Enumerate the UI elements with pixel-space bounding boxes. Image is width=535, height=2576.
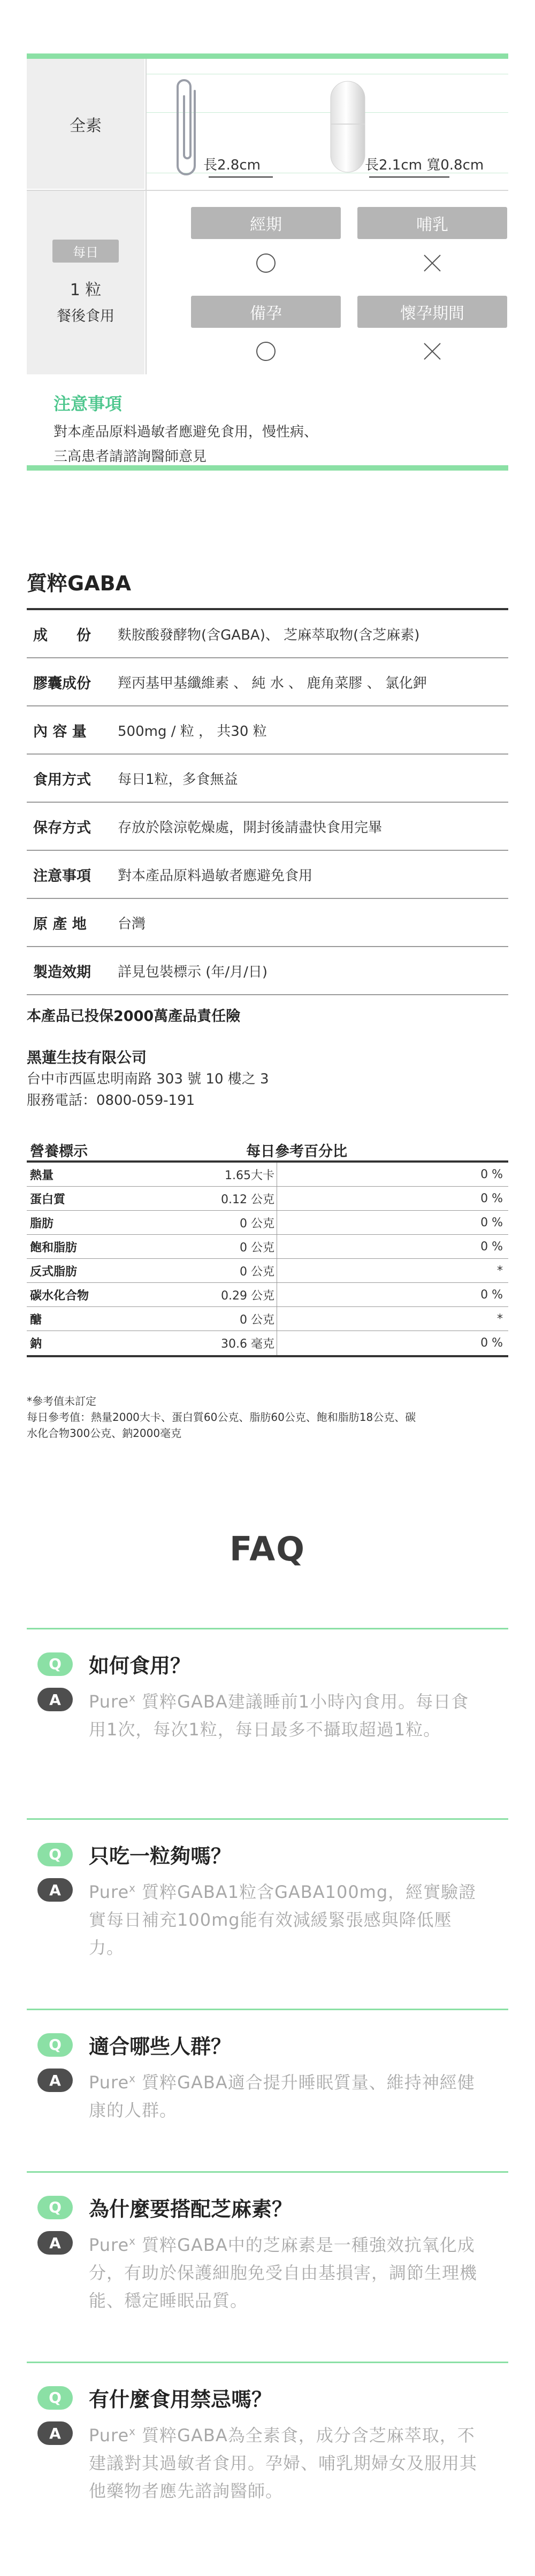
nutrition-row: [27, 1259, 508, 1283]
nutrient-amount: 0 公克: [187, 1307, 277, 1331]
nutrition-row: [27, 1283, 508, 1307]
answer-body: 質粹GABA建議睡前1小時內食用。每日食用1次，每次1粒，每日最多不攝取超過1粒。: [89, 1691, 469, 1740]
nutrient-pct: 0 %: [480, 1288, 503, 1302]
nutrition-bottom-rule: [27, 1355, 508, 1357]
brand-name: Pure: [89, 2235, 129, 2255]
faq-question: [37, 2030, 231, 2059]
spec-key: 注意事項: [33, 867, 91, 885]
nutrient-name: 飽和脂肪: [30, 1241, 78, 1255]
answer-badge: A: [37, 1878, 73, 1902]
nutrition-row: [27, 1187, 508, 1211]
notes-title: 注意事項: [54, 394, 123, 414]
spec-value: 對本產品原料過敏者應避免食用: [118, 867, 313, 884]
spec-value: 500mg / 粒 ， 共30 粒: [118, 723, 267, 740]
faq-divider: [27, 2009, 508, 2010]
nutrient-amount: 0 公克: [187, 1235, 277, 1258]
answer-badge: A: [37, 2231, 73, 2255]
nutrition-row: [27, 1163, 508, 1187]
brand-sup: x: [129, 2425, 136, 2438]
insurance-text: 本產品已投保2000萬產品責任險: [27, 1008, 241, 1025]
nutrition-row: [27, 1307, 508, 1331]
answer-body: 質粹GABA中的芝麻素是一種強效抗氧化成分，有助於保護細胞免受自由基損害，調節生理機能、穩定睡眠品質。: [89, 2235, 478, 2311]
usage-grid: [27, 59, 508, 374]
dose-amount: 1 粒: [70, 280, 102, 299]
spec-row: [27, 803, 508, 851]
capsule-icon: [326, 79, 369, 175]
faq-answer: [37, 2421, 485, 2505]
breastfeeding-pill: 哺乳: [357, 207, 507, 239]
answer-body: 質粹GABA適合提升睡眠質量、維持神經健康的人群。: [89, 2072, 475, 2120]
dosage-label-cell: [27, 190, 144, 374]
question-badge: Q: [37, 2033, 73, 2057]
brand-sup: x: [129, 1691, 136, 1704]
usage-bottom-border: [27, 465, 508, 471]
brand-name: Pure: [89, 1882, 129, 1902]
spec-value: 麩胺酸發酵物(含GABA)、 芝麻萃取物(含芝麻素): [118, 627, 420, 643]
nutrient-pct: 0 %: [480, 1167, 503, 1181]
spec-row: [27, 706, 508, 755]
faq-question: [37, 1840, 231, 1869]
spec-key: 保存方式: [33, 819, 91, 836]
brand-name: Pure: [89, 1691, 129, 1712]
diet-type-label: 全素: [70, 116, 102, 135]
question-badge: Q: [37, 2196, 73, 2219]
spec-row: [27, 947, 508, 995]
nutrient-name: 醣: [30, 1313, 42, 1327]
nutrient-amount: 0 公克: [187, 1211, 277, 1234]
spec-row: [27, 899, 508, 947]
faq-question: [37, 1649, 190, 1679]
cross-icon: [422, 253, 442, 273]
nutrient-pct: 0 %: [480, 1240, 503, 1254]
nutrient-name: 蛋白質: [30, 1193, 66, 1206]
nutrient-name: 鈉: [30, 1337, 42, 1351]
cross-icon: [422, 341, 442, 362]
question-text: 為什麼要搭配芝麻素？: [89, 2197, 293, 2221]
spec-row: [27, 851, 508, 899]
company-phone: 服務電話：0800-059-191: [27, 1093, 195, 1109]
answer-text: [89, 2231, 485, 2314]
spec-value: 詳見包裝標示 (年/月/日): [118, 964, 268, 980]
footnote-line: *參考值未訂定: [27, 1395, 96, 1408]
dose-timing: 餐後食用: [57, 307, 114, 325]
footnote-line: 每日參考值：熱量2000大卡、蛋白質60公克、脂肪60公克、飽和脂肪18公克、碳: [27, 1411, 416, 1424]
question-text: 如何食用？: [89, 1654, 191, 1678]
answer-body: 質粹GABA1粒含GABA100mg，經實驗證實每日補充100mg能有效減緩緊張感與降低壓力。: [89, 1882, 477, 1958]
usage-card: [27, 53, 508, 471]
size-bar: [369, 176, 449, 178]
question-badge: Q: [37, 2386, 73, 2410]
answer-text: [89, 2069, 485, 2124]
brand-name: Pure: [89, 2072, 129, 2093]
brand-sup: x: [129, 2072, 136, 2085]
answer-text: [89, 1878, 485, 1962]
nutrient-amount: 1.65大卡: [187, 1163, 277, 1186]
insurance-note: [27, 1004, 508, 1025]
answer-text: [89, 1688, 485, 1743]
nutrition-row: [27, 1235, 508, 1259]
question-text: 適合哪些人群？: [89, 2035, 232, 2058]
nutrient-name: 反式脂肪: [30, 1265, 78, 1279]
pregnancy-prep-pill: 備孕: [191, 296, 341, 328]
paperclip-icon: [171, 75, 203, 182]
nutrient-name: 碳水化合物: [30, 1289, 89, 1303]
product-spec: [27, 567, 508, 995]
spec-key: 製造效期: [33, 964, 91, 981]
diet-type-label-cell: [27, 59, 144, 190]
answer-badge: A: [37, 2421, 73, 2445]
footnote-line: 水化合物300公克、鈉2000毫克: [27, 1427, 182, 1440]
faq-answer: [37, 1878, 485, 1962]
row-divider: [27, 190, 508, 191]
circle-icon: [256, 341, 276, 362]
faq-answer: [37, 1688, 485, 1743]
spec-value: 羥丙基甲基纖維素 、 純 水 、 鹿角菜膠 、 氯化鉀: [118, 675, 427, 691]
notes-text: [54, 420, 482, 469]
nutrient-amount: 0.12 公克: [187, 1187, 277, 1210]
faq-question: [37, 2193, 292, 2222]
notes-line: 三高患者請諮詢醫師意見: [54, 449, 207, 465]
nutrition-table: [27, 1139, 508, 1357]
spec-key: 成 份: [33, 627, 91, 644]
nutrition-label: 營養標示: [30, 1143, 88, 1160]
spec-value: 每日1粒，多食無益: [118, 771, 238, 788]
circle-icon: [256, 253, 276, 273]
day-badge: 每日: [52, 240, 119, 263]
question-badge: Q: [37, 1843, 73, 1866]
faq-answer: [37, 2231, 485, 2314]
nutrient-pct: *: [497, 1264, 503, 1278]
spec-value: 存放於陰涼乾燥處，開封後請盡快食用完畢: [118, 819, 383, 836]
usage-top-border: [27, 53, 508, 59]
nutrition-row: [27, 1211, 508, 1235]
company-address: 台中市西區忠明南路 303 號 10 樓之 3: [27, 1071, 269, 1087]
brand-name: Pure: [89, 2425, 129, 2446]
question-badge: Q: [37, 1652, 73, 1676]
spec-key: 內 容 量: [33, 723, 87, 740]
notes-line: 對本產品原料過敏者應避免食用，慢性病、: [54, 424, 318, 440]
spec-value: 台灣: [118, 916, 146, 932]
company-info: [27, 1047, 508, 1111]
nutrient-pct: 0 %: [480, 1336, 503, 1350]
brand-sup: x: [129, 1881, 136, 1895]
faq-divider: [27, 1818, 508, 1820]
nutrient-amount: 0 公克: [187, 1259, 277, 1282]
faq-divider: [27, 2171, 508, 2173]
daily-reference-label: 每日參考百分比: [246, 1143, 347, 1160]
answer-body: 質粹GABA為全素食，成分含芝麻萃取，不建議對其過敏者食用。孕婦、哺乳期婦女及服用其他藥物者應先諮詢醫師。: [89, 2425, 478, 2501]
nutrient-name: 脂肪: [30, 1217, 54, 1231]
faq-answer: [37, 2069, 485, 2124]
length-bar: [209, 176, 273, 178]
company-name: 黑蓮生技有限公司: [27, 1049, 147, 1066]
spec-key: 原 產 地: [33, 916, 87, 933]
spec-row: [27, 610, 508, 658]
faq-divider: [27, 2362, 508, 2363]
nutrient-amount: 0.29 公克: [187, 1283, 277, 1306]
nutrient-name: 熱量: [30, 1168, 54, 1182]
nutrient-pct: 0 %: [480, 1191, 503, 1205]
menstruation-pill: 經期: [191, 207, 341, 239]
pregnancy-pill: 懷孕期間: [357, 296, 507, 328]
answer-badge: A: [37, 2069, 73, 2092]
nutrition-row: [27, 1331, 508, 1355]
product-title: 質粹GABA: [27, 572, 131, 595]
nutrient-amount: 30.6 毫克: [187, 1331, 277, 1355]
nutrition-footnote: [27, 1393, 508, 1441]
capsule-size: 長2.1cm 寬0.8cm: [365, 157, 484, 173]
answer-badge: A: [37, 1688, 73, 1711]
nutrient-pct: 0 %: [480, 1216, 503, 1229]
faq-question: [37, 2383, 272, 2412]
question-text: 有什麼食用禁忌嗎？: [89, 2388, 272, 2411]
capsule-length: 長2.8cm: [203, 157, 261, 173]
nutrition-header: [27, 1139, 508, 1163]
nutrient-pct: *: [497, 1312, 503, 1326]
brand-sup: x: [129, 2234, 136, 2248]
question-text: 只吃一粒夠嗎？: [89, 1844, 232, 1868]
spec-row: [27, 755, 508, 803]
spec-key: 食用方式: [33, 771, 91, 788]
spec-row: [27, 658, 508, 706]
spec-key: 膠囊成份: [33, 675, 91, 692]
column-divider: [146, 59, 147, 374]
faq-divider: [27, 1628, 508, 1629]
faq-title: FAQ: [230, 1529, 305, 1568]
answer-text: [89, 2421, 485, 2505]
